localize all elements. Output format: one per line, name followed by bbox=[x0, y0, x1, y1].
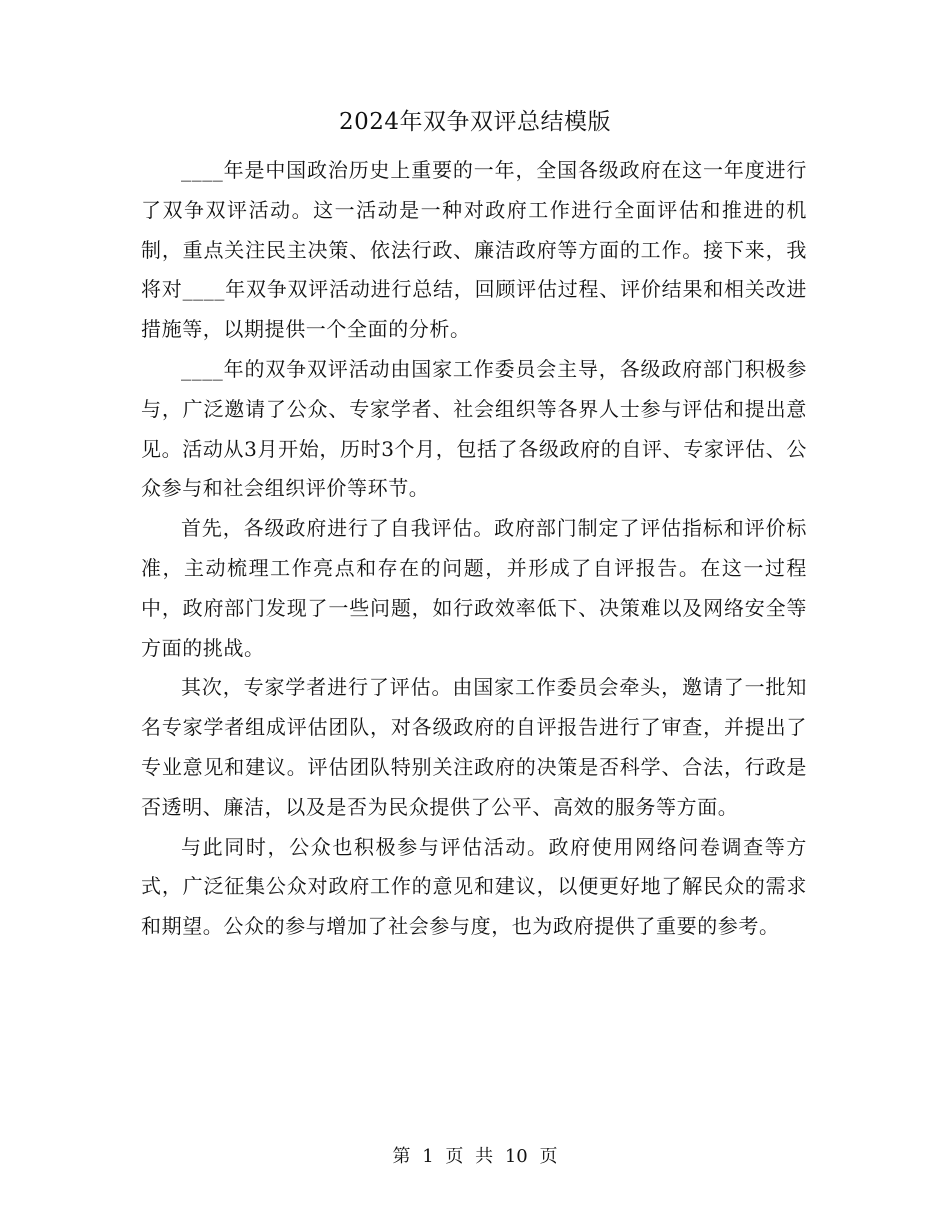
paragraph: 首先，各级政府进行了自我评估。政府部门制定了评估指标和评价标准，主动梳理工作亮点和存在的问题，并形成了自评报告。在这一过程中，政府部门发现了一些问题，如行政效率低下、决策难以及网络安全等方面的挑战。 bbox=[141, 516, 807, 660]
document-title: 2024年双争双评总结模版 bbox=[338, 109, 612, 135]
paragraph: 与此同时，公众也积极参与评估活动。政府使用网络问卷调查等方式，广泛征集公众对政府工作的意见和建议，以便更好地了解民众的需求和期望。公众的参与增加了社会参与度，也为政府提供了重要的参考。 bbox=[141, 834, 807, 939]
paragraph: ____年的双争双评活动由国家工作委员会主导，各级政府部门积极参与，广泛邀请了公众、专家学者、社会组织等各界人士参与评估和提出意见。活动从3月开始，历时3个月，包括了各级政府的自评、专家评估、公众参与和社会组织评价等环节。 bbox=[141, 356, 807, 501]
page-number-footer: 第 1 页 共 10 页 bbox=[392, 1146, 558, 1167]
paragraph: ____年是中国政治历史上重要的一年，全国各级政府在这一年度进行了双争双评活动。这一活动是一种对政府工作进行全面评估和推进的机制，重点关注民主决策、依法行政、廉洁政府等方面的工作。接下来，我将对____年双争双评活动进行总结，回顾评估过程、评价结果和相关改进措施等，以期提供一个全面的分析。 bbox=[141, 158, 807, 342]
document-body bbox=[141, 151, 807, 947]
paragraph: 其次，专家学者进行了评估。由国家工作委员会牵头，邀请了一批知名专家学者组成评估团队，对各级政府的自评报告进行了审查，并提出了专业意见和建议。评估团队特别关注政府的决策是否科学、合法，行政是否透明、廉洁，以及是否为民众提供了公平、高效的服务等方面。 bbox=[141, 675, 807, 819]
